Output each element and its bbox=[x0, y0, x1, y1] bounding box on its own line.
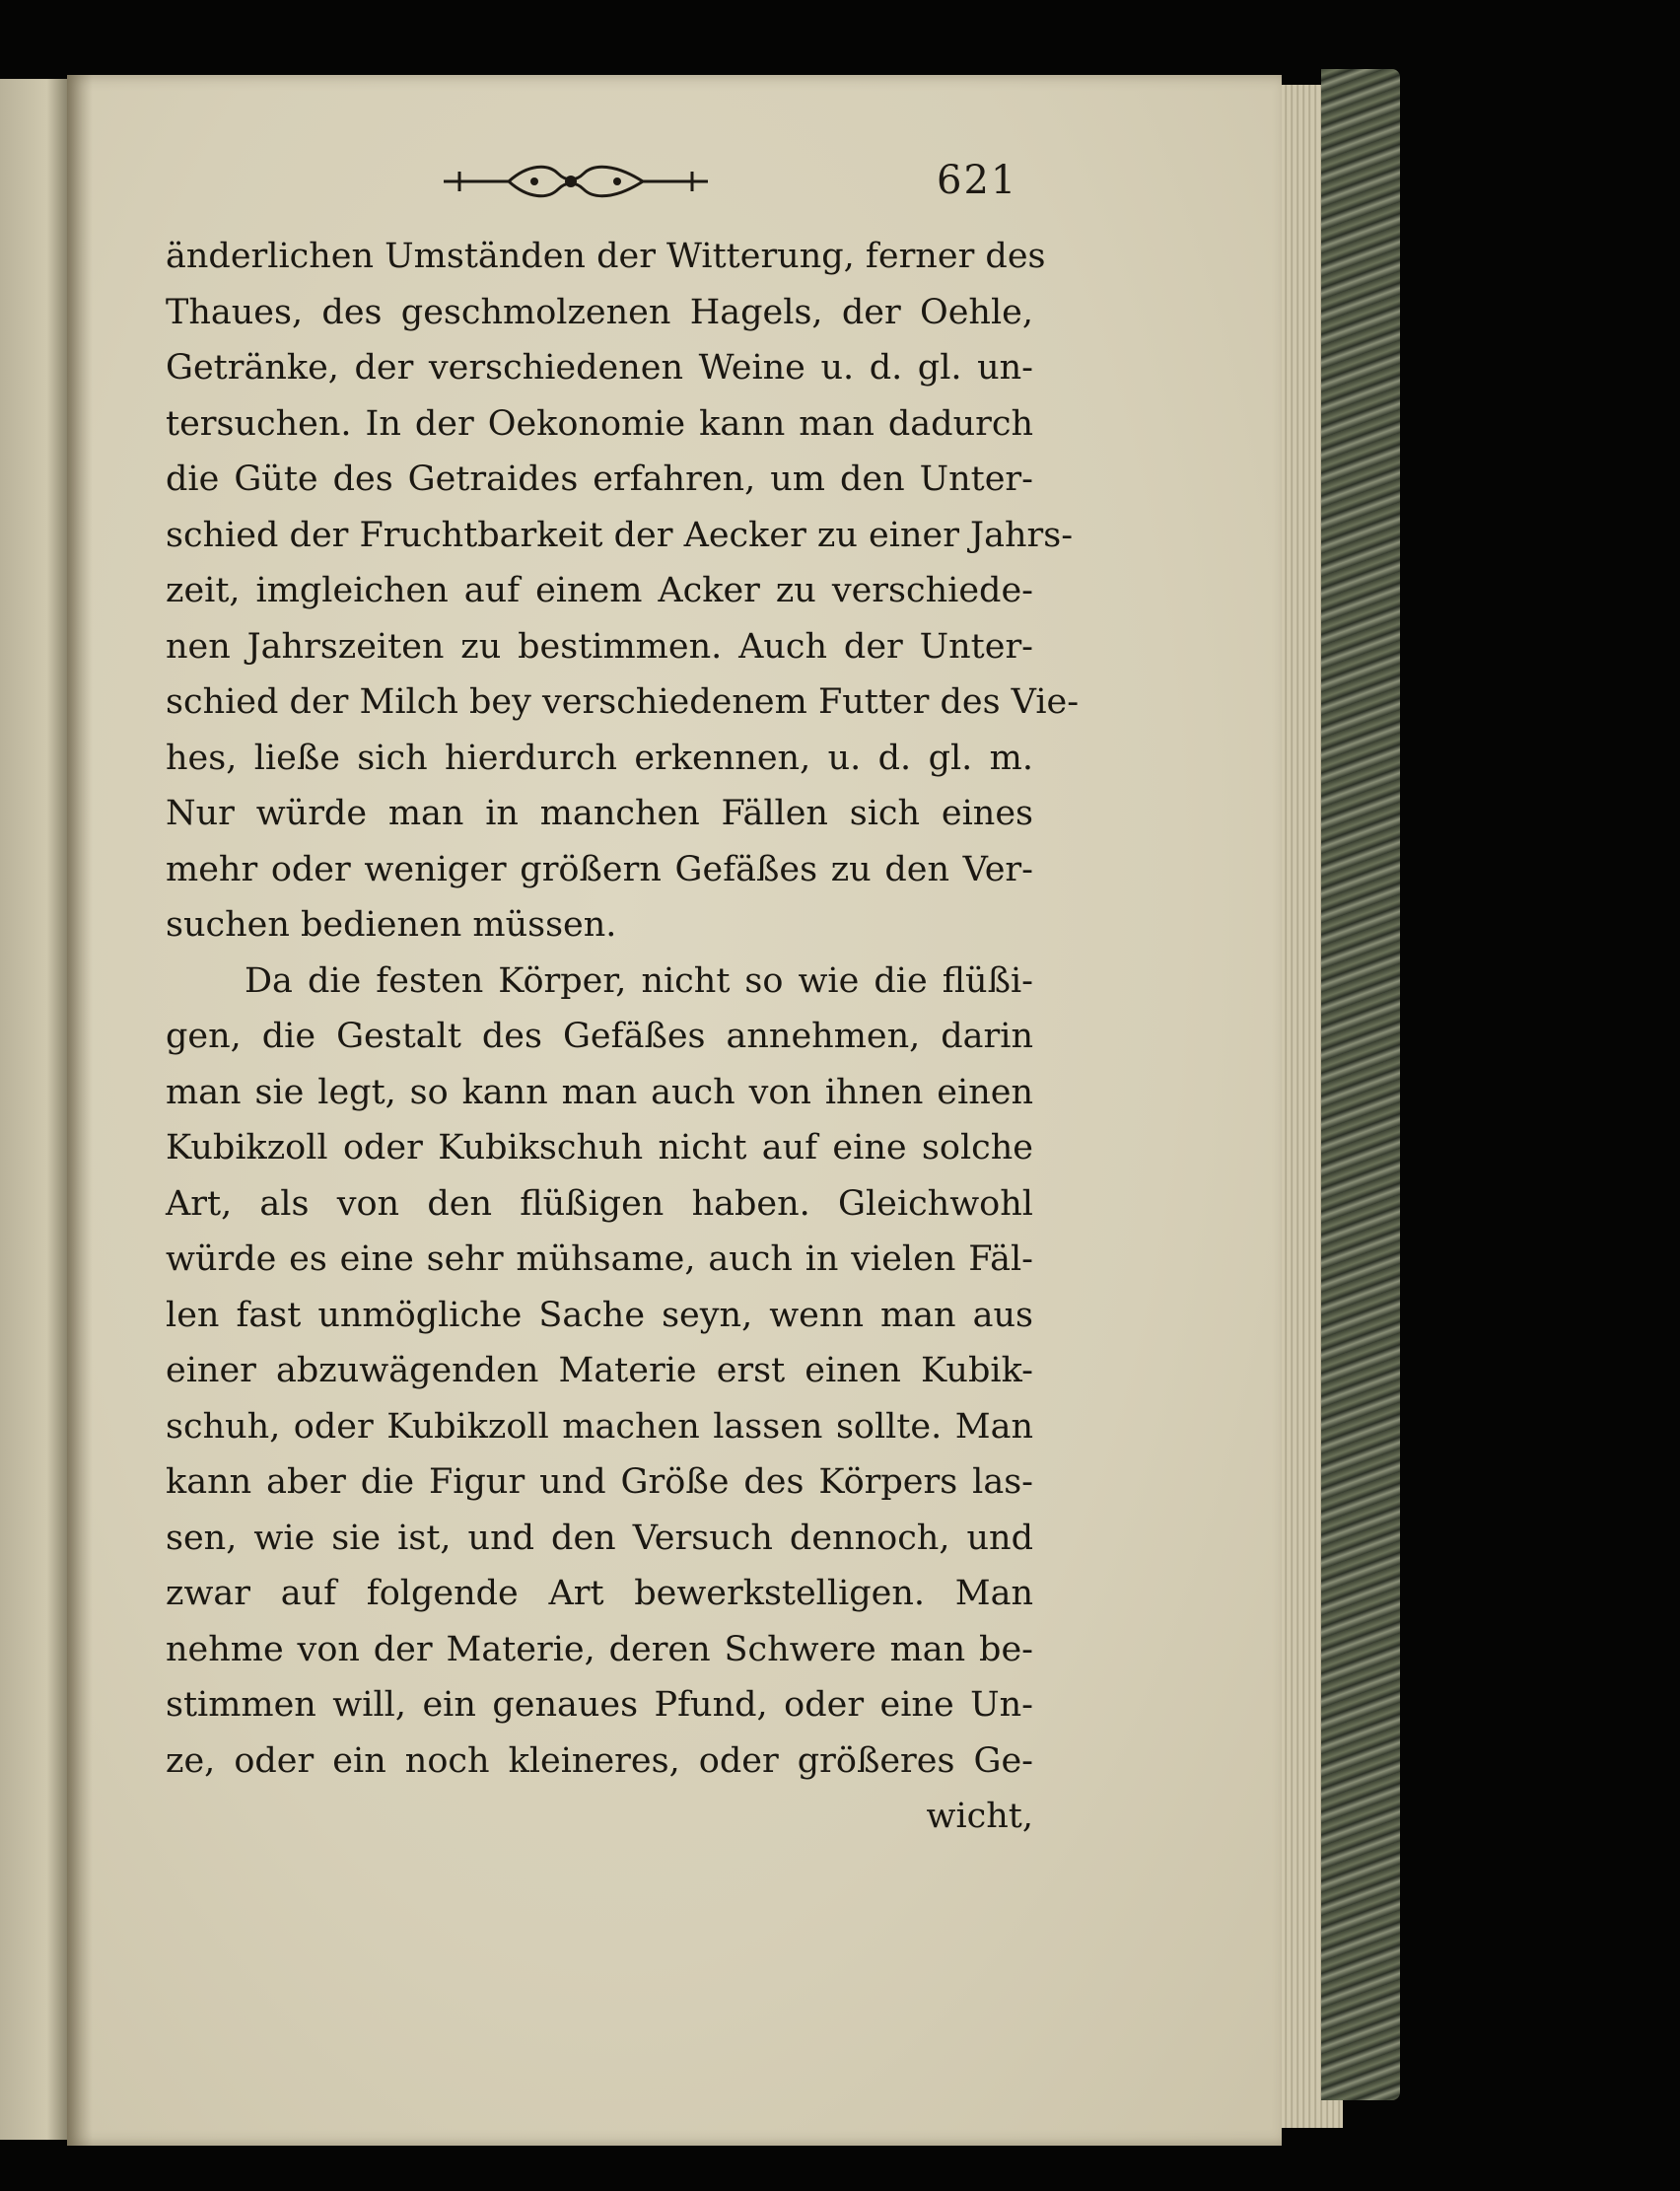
text-line: Thaues, des geschmolzenen Hagels, der Oehle, bbox=[166, 292, 1033, 332]
text-line: einer abzuwägenden Materie erst einen Kubik- bbox=[166, 1351, 1033, 1390]
text-line: man sie legt, so kann man auch von ihnen einen bbox=[166, 1072, 1033, 1112]
text-line: nehme von der Materie, deren Schwere man be- bbox=[166, 1629, 1033, 1669]
text-line: hes, ließe sich hierdurch erkennen, u. d. gl. m. bbox=[166, 738, 1033, 778]
page-number: 621 bbox=[937, 158, 1018, 203]
text-line: würde es eine sehr mühsame, auch in vielen Fäl- bbox=[166, 1239, 1033, 1279]
marbled-cover bbox=[1321, 69, 1400, 2100]
text-line: schied der Milch bey verschiedenem Futter des Vie- bbox=[166, 682, 1080, 722]
text-line: ze, oder ein noch kleineres, oder größeres Ge- bbox=[166, 1740, 1033, 1781]
text-line: schied der Fruchtbarkeit der Aecker zu einer Jahrs- bbox=[166, 515, 1074, 555]
text-line: nen Jahrszeiten zu bestimmen. Auch der Unter- bbox=[166, 626, 1033, 667]
text-line: gen, die Gestalt des Gefäßes annehmen, darin bbox=[166, 1017, 1033, 1056]
text-line: änderlichen Umständen der Witterung, ferner des bbox=[166, 237, 1046, 276]
text-line: zwar auf folgende Art bewerkstelligen. Man bbox=[166, 1574, 1033, 1613]
body-text bbox=[166, 229, 1080, 1845]
text-line: kann aber die Figur und Größe des Körpers las- bbox=[166, 1462, 1033, 1502]
facing-page-edge bbox=[0, 79, 67, 2140]
text-line: stimmen will, ein genaues Pfund, oder eine Un- bbox=[166, 1685, 1033, 1725]
printer-ornament-icon bbox=[440, 160, 712, 203]
catchword: wicht, bbox=[926, 1797, 1033, 1836]
text-line: Nur würde man in manchen Fällen sich eines bbox=[166, 794, 1033, 833]
text-line: mehr oder weniger größern Gefäßes zu den Ver- bbox=[166, 849, 1033, 889]
text-line: Kubikzoll oder Kubikschuh nicht auf eine solche bbox=[166, 1128, 1033, 1167]
text-line: tersuchen. In der Oekonomie kann man dadurch bbox=[166, 403, 1033, 444]
text-line: suchen bedienen müssen. bbox=[166, 905, 617, 945]
page-gutter bbox=[67, 75, 93, 2146]
text-line: Art, als von den flüßigen haben. Gleichwohl bbox=[166, 1183, 1033, 1224]
text-line: zeit, imgleichen auf einem Acker zu verschiede- bbox=[166, 571, 1033, 610]
text-line: schuh, oder Kubikzoll machen lassen sollte. Man bbox=[166, 1406, 1033, 1447]
text-line: sen, wie sie ist, und den Versuch dennoch, und bbox=[166, 1518, 1033, 1558]
text-line: len fast unmögliche Sache seyn, wenn man aus bbox=[166, 1295, 1033, 1335]
text-line-paragraph-start: Da die festen Körper, nicht so wie die flüßi- bbox=[245, 960, 1033, 1001]
text-line: die Güte des Getraides erfahren, um den Unter- bbox=[166, 459, 1033, 499]
text-line: Getränke, der verschiedenen Weine u. d. gl. un- bbox=[166, 348, 1033, 388]
